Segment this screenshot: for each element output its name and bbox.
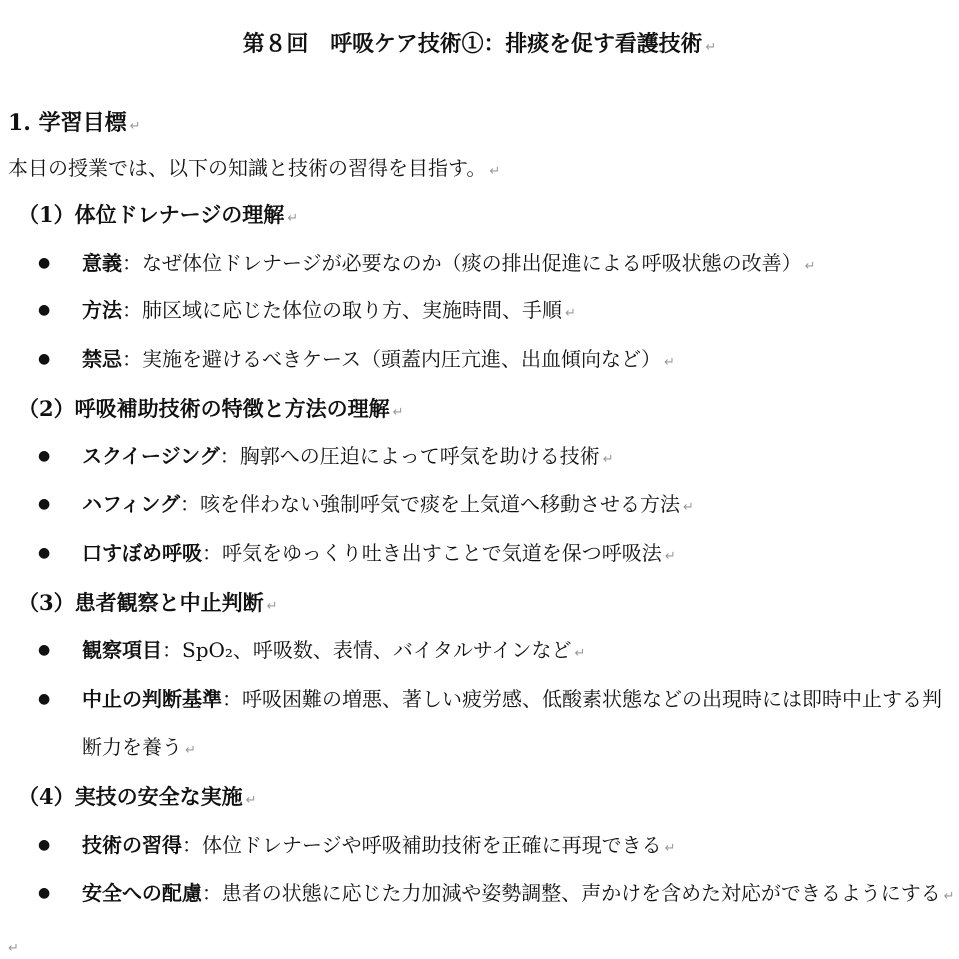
section-heading-3 xyxy=(18,592,278,613)
goal-intro-text: 本日の授業では、以下の知識と技術の習得を目指す。 xyxy=(8,156,487,180)
goal-heading xyxy=(8,112,141,134)
return-mark: ↵ xyxy=(602,452,614,467)
item-term: 観察項目 xyxy=(82,638,162,662)
return-mark: ↵ xyxy=(245,793,257,808)
item-text: ：呼吸困難の増悪、著しい疲労感、低酸素状態などの出現時には即時中止する判 xyxy=(222,687,942,711)
item-text: ：患者の状態に応じた力加減や姿勢調整、声かけを含めた対応ができるようにする xyxy=(201,881,941,905)
section-heading-2 xyxy=(18,398,404,419)
return-mark: ↵ xyxy=(266,599,278,614)
bullet-icon: ● xyxy=(38,495,51,512)
return-mark: ↵ xyxy=(705,40,717,55)
item-term: ハフィング xyxy=(82,492,180,516)
bullet-icon: ● xyxy=(38,641,51,658)
item-text: 断力を養う xyxy=(82,735,182,759)
return-mark: ↵ xyxy=(392,405,404,420)
return-mark: ↵ xyxy=(287,211,299,226)
document-title xyxy=(0,31,959,57)
list-item xyxy=(38,835,676,855)
item-term: 技術の習得 xyxy=(82,833,182,857)
list-item xyxy=(38,689,942,709)
return-mark: ↵ xyxy=(565,306,576,321)
list-item xyxy=(38,300,576,320)
bullet-icon: ● xyxy=(38,254,51,271)
item-term: 中止の判断基準 xyxy=(82,687,222,711)
item-text: ：呼気をゆっくり吐き出すことで気道を保つ呼吸法 xyxy=(202,541,662,565)
item-text: ：咳を伴わない強制呼気で痰を上気道へ移動させる方法 xyxy=(180,492,680,516)
return-mark: ↵ xyxy=(574,646,586,661)
list-item xyxy=(38,349,675,369)
bullet-icon: ● xyxy=(38,884,51,901)
list-item xyxy=(38,883,955,903)
item-text: ：なぜ体位ドレナージが必要なのか（痰の排出促進による呼吸状態の改善） xyxy=(122,251,802,275)
item-text: ：体位ドレナージや呼吸補助技術を正確に再現できる xyxy=(182,833,662,857)
return-mark: ↵ xyxy=(185,743,196,758)
item-text: ：肺区域に応じた体位の取り方、実施時間、手順 xyxy=(122,298,562,322)
section-heading-1 xyxy=(18,204,298,225)
list-item xyxy=(38,253,816,273)
list-item xyxy=(38,446,614,466)
bullet-icon: ● xyxy=(38,690,51,707)
item-term: スクイージング xyxy=(82,444,220,468)
bullet-icon: ● xyxy=(38,544,51,561)
return-mark: ↵ xyxy=(489,164,501,179)
return-mark: ↵ xyxy=(683,500,694,515)
section-heading-text: （3）患者観察と中止判断 xyxy=(18,590,264,615)
return-mark: ↵ xyxy=(8,941,19,956)
item-term: 方法 xyxy=(82,298,122,322)
return-mark: ↵ xyxy=(943,889,955,904)
title-text: 第８回 呼吸ケア技術①：排痰を促す看護技術 xyxy=(242,31,703,57)
list-item-continuation xyxy=(82,737,196,757)
bullet-icon: ● xyxy=(38,301,51,318)
item-text: ：実施を避けるべきケース（頭蓋内圧亢進、出血傾向など） xyxy=(122,347,661,371)
section-heading-text: （4）実技の安全な実施 xyxy=(18,784,243,809)
list-item xyxy=(38,543,676,563)
return-mark: ↵ xyxy=(129,119,141,134)
goal-intro xyxy=(8,158,500,178)
return-mark: ↵ xyxy=(664,549,676,564)
return-mark: ↵ xyxy=(664,355,675,370)
item-term: 安全への配慮 xyxy=(82,881,202,905)
item-term: 口すぼめ呼吸 xyxy=(82,541,202,565)
bullet-icon: ● xyxy=(38,836,51,853)
return-mark: ↵ xyxy=(804,259,816,274)
return-mark: ↵ xyxy=(664,841,676,856)
section-heading-text: （2）呼吸補助技術の特徴と方法の理解 xyxy=(18,396,390,421)
section-heading-4 xyxy=(18,786,257,807)
item-text: ：胸郭への圧迫によって呼気を助ける技術 xyxy=(219,444,600,468)
bullet-icon: ● xyxy=(38,350,51,367)
list-item xyxy=(38,640,585,660)
goal-heading-text: 1. 学習目標 xyxy=(8,110,127,136)
section-heading-text: （1）体位ドレナージの理解 xyxy=(18,202,285,227)
item-term: 意義 xyxy=(82,251,122,275)
list-item xyxy=(38,494,694,514)
bullet-icon: ● xyxy=(38,447,51,464)
item-text: ：SpO₂、呼吸数、表情、バイタルサインなど xyxy=(162,638,572,662)
item-term: 禁忌 xyxy=(82,347,122,371)
